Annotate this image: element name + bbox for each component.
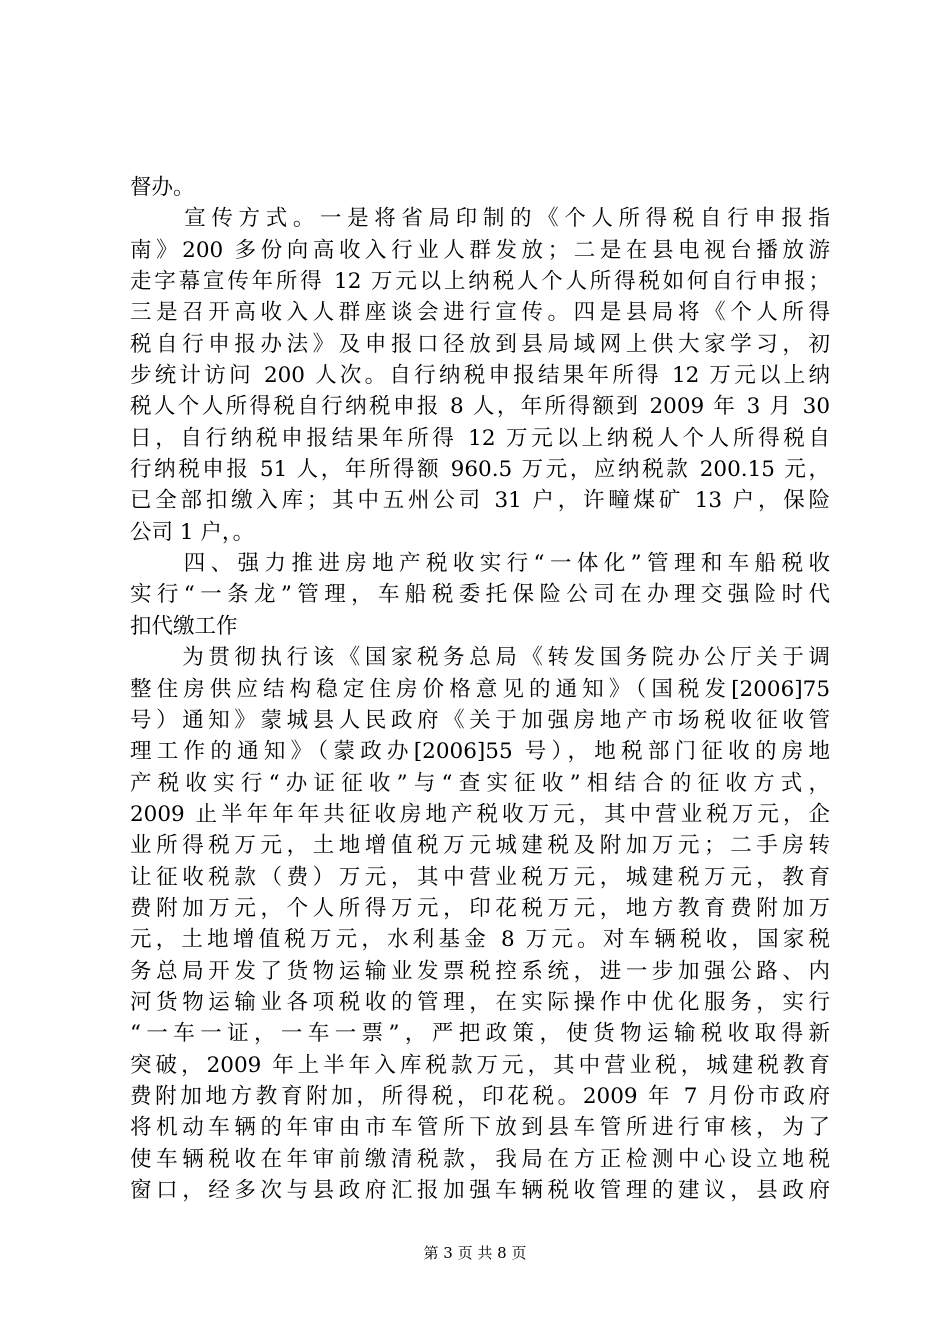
text-line: 公司 1 户，。 — [130, 519, 255, 545]
text-line: 南》200 多份向高收入行业人群发放；二是在县电视台播放游 — [130, 237, 830, 263]
text-line: 务总局开发了货物运输业发票税控系统，进一步加强公路、内 — [130, 958, 830, 984]
text-line: 实行“一条龙”管理，车船税委托保险公司在办理交强险时代 — [130, 582, 830, 608]
text-line: 整住房供应结构稳定住房价格意见的通知》（国税发[2006]75 — [130, 676, 830, 702]
text-line: 税自行申报办法》及申报口径放到县局域网上供大家学习，初 — [130, 331, 830, 357]
text-line: 元，土地增值税万元，水利基金 8 万元。对车辆税收，国家税 — [130, 927, 830, 953]
text-line: “一车一证，一车一票”，严把政策，使货物运输税收取得新 — [130, 1021, 830, 1047]
text-line: 为贯彻执行该《国家税务总局《转发国务院办公厅关于调 — [130, 645, 830, 671]
text-line: 四、强力推进房地产税收实行“一体化”管理和车船税收 — [130, 551, 830, 577]
text-line: 使车辆税收在年审前缴清税款，我局在方正检测中心设立地税 — [130, 1146, 830, 1172]
text-line: 费附加地方教育附加，所得税，印花税。2009 年 7 月份市政府 — [130, 1083, 830, 1109]
text-line: 宣传方式。一是将省局印制的《个人所得税自行申报指 — [130, 206, 830, 232]
text-line: 行纳税申报 51 人，年所得额 960.5 万元，应纳税款 200.15 元， — [130, 457, 830, 483]
text-line: 产税收实行“办证征收”与“查实征收”相结合的征收方式， — [130, 770, 830, 796]
text-line: 步统计访问 200 人次。自行纳税申报结果年所得 12 万元以上纳 — [130, 363, 830, 389]
text-line: 突破，2009 年上半年入库税款万元，其中营业税，城建税教育 — [130, 1052, 830, 1078]
text-line: 费附加万元，个人所得万元，印花税万元，地方教育费附加万 — [130, 895, 830, 921]
text-line: 督办。 — [130, 175, 195, 200]
text-line: 税人个人所得税自行纳税申报 8 人，年所得额到 2009 年 3 月 30 — [130, 394, 830, 420]
text-line: 窗口，经多次与县政府汇报加强车辆税收管理的建议，县政府 — [130, 1178, 830, 1203]
text-line: 日，自行纳税申报结果年所得 12 万元以上纳税人个人所得税自 — [130, 425, 830, 451]
text-line: 号）通知》蒙城县人民政府《关于加强房地产市场税收征收管 — [130, 707, 830, 733]
text-line: 河货物运输业各项税收的管理，在实际操作中优化服务，实行 — [130, 989, 830, 1015]
text-line: 三是召开高收入人群座谈会进行宣传。四是县局将《个人所得 — [130, 300, 830, 326]
text-line: 让征收税款（费）万元，其中营业税万元，城建税万元，教育 — [130, 864, 830, 890]
text-line: 将机动车辆的年审由市车管所下放到县车管所进行审核，为了 — [130, 1115, 830, 1141]
text-line: 2009 止半年年年共征收房地产税收万元，其中营业税万元，企 — [130, 801, 830, 827]
text-line: 业所得税万元，土地增值税万元城建税及附加万元；二手房转 — [130, 833, 830, 859]
text-line: 理工作的通知》（蒙政办[2006]55 号），地税部门征收的房地 — [130, 739, 830, 765]
text-line: 走字幕宣传年所得 12 万元以上纳税人个人所得税如何自行申报； — [130, 269, 830, 295]
text-line: 扣代缴工作 — [130, 613, 238, 639]
text-line: 已全部扣缴入库；其中五州公司 31 户，许疃煤矿 13 户，保险 — [130, 488, 830, 514]
body-text — [130, 172, 830, 1206]
page-number-footer: 第 3 页 共 8 页 — [423, 1244, 527, 1262]
